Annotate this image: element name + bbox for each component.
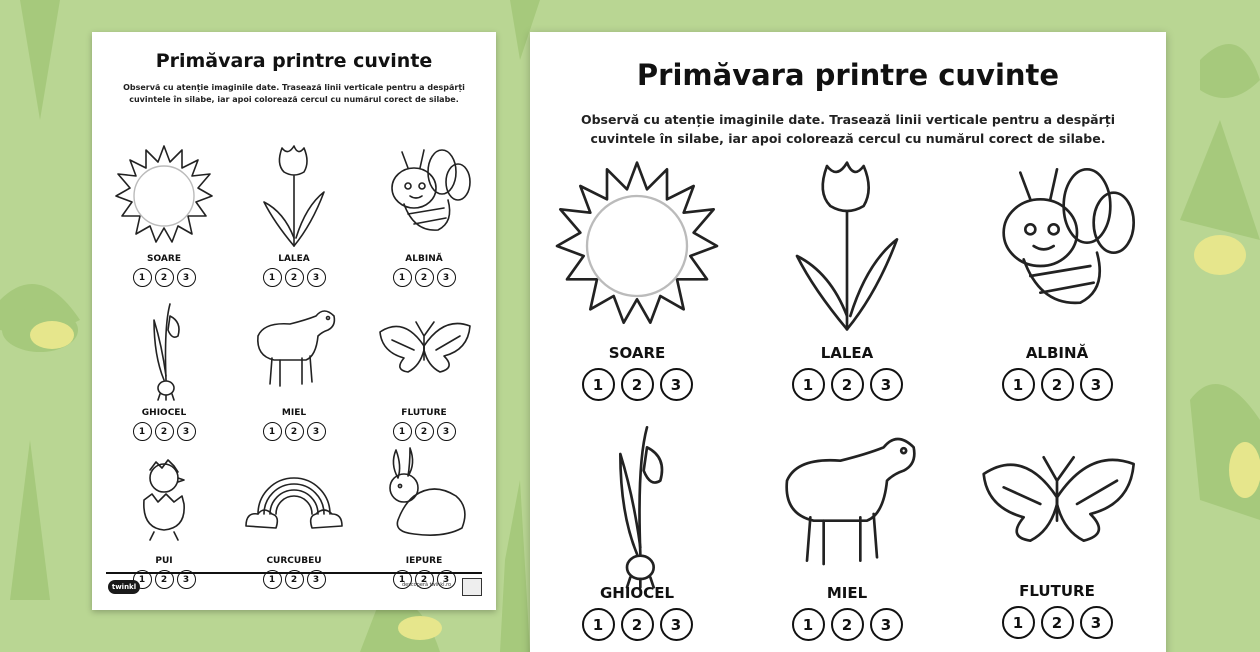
instructions: Observă cu atenție imaginile date. Trasează linii verticale pentru a despărți cuvintele în silabe, iar apoi colorează cercul cu numărul corect de silabe.	[123, 83, 465, 104]
word-label: GHIOCEL	[141, 408, 187, 418]
item-lalea	[752, 156, 942, 406]
syllable-circle-2[interactable]: 2	[285, 422, 304, 441]
rainbow-icon	[244, 444, 344, 549]
item-ghiocel	[104, 296, 224, 446]
syllable-circle-2[interactable]: 2	[155, 422, 174, 441]
sun-icon	[552, 156, 722, 331]
syllable-circle-2[interactable]: 2	[831, 368, 864, 401]
syllable-circle-3[interactable]: 3	[177, 268, 196, 287]
badge-icon	[462, 578, 482, 596]
syllable-circle-3[interactable]: 3	[177, 422, 196, 441]
syllable-circle-3[interactable]: 3	[307, 268, 326, 287]
syllable-circle-3[interactable]: 3	[870, 608, 903, 641]
bee-icon	[972, 156, 1142, 331]
item-soare	[104, 142, 224, 292]
snowdrop-icon	[114, 296, 214, 401]
item-albina	[364, 142, 484, 292]
word-label: SOARE	[147, 254, 181, 264]
syllable-circle-3[interactable]: 3	[437, 570, 456, 589]
footer-site: descoperă twinkl.ro	[402, 582, 452, 588]
syllable-circle-1[interactable]: 1	[792, 608, 825, 641]
syllable-circle-2[interactable]: 2	[285, 570, 304, 589]
syllable-circle-2[interactable]: 2	[155, 268, 174, 287]
syllable-options	[542, 368, 732, 401]
item-miel	[234, 296, 354, 446]
syllable-options	[962, 368, 1152, 401]
rabbit-icon	[374, 444, 474, 549]
butterfly-icon	[972, 414, 1142, 589]
syllable-circle-2[interactable]: 2	[1041, 368, 1074, 401]
syllable-circle-2[interactable]: 2	[155, 570, 174, 589]
syllable-options	[234, 422, 354, 441]
syllable-circle-1[interactable]: 1	[792, 368, 825, 401]
syllable-circle-2[interactable]: 2	[285, 268, 304, 287]
word-label: PUI	[155, 556, 173, 566]
syllable-options	[104, 268, 224, 287]
syllable-circle-1[interactable]: 1	[263, 268, 282, 287]
tulip-icon	[244, 142, 344, 247]
syllable-circle-2[interactable]: 2	[415, 268, 434, 287]
syllable-circle-1[interactable]: 1	[393, 570, 412, 589]
syllable-options	[234, 268, 354, 287]
syllable-circle-1[interactable]: 1	[393, 268, 412, 287]
worksheet-zoomed	[530, 32, 1166, 652]
syllable-circle-2[interactable]: 2	[415, 422, 434, 441]
syllable-circle-1[interactable]: 1	[1002, 606, 1035, 639]
syllable-circle-3[interactable]: 3	[307, 422, 326, 441]
sun-icon	[114, 142, 214, 247]
word-label: LALEA	[820, 344, 874, 362]
syllable-circle-2[interactable]: 2	[621, 368, 654, 401]
butterfly-icon	[374, 296, 474, 401]
bee-icon	[374, 142, 474, 247]
word-label: SOARE	[608, 344, 666, 362]
word-label: FLUTURE	[1019, 582, 1095, 600]
item-albina	[962, 156, 1152, 406]
word-label: CURCUBEU	[266, 556, 322, 566]
item-miel	[752, 414, 942, 652]
word-label: ALBINĂ	[1025, 344, 1089, 362]
syllable-circle-1[interactable]: 1	[582, 368, 615, 401]
syllable-circle-1[interactable]: 1	[133, 570, 152, 589]
word-label: GHIOCEL	[599, 584, 674, 602]
item-fluture	[962, 414, 1152, 652]
syllable-circle-2[interactable]: 2	[1041, 606, 1074, 639]
syllable-circle-1[interactable]: 1	[263, 570, 282, 589]
syllable-circle-1[interactable]: 1	[582, 608, 615, 641]
instructions: Observă cu atenție imaginile date. Trasează linii verticale pentru a despărți cuvintele în silabe, iar apoi colorează cercul cu numărul corect de silabe.	[580, 112, 1116, 146]
syllable-circle-1[interactable]: 1	[393, 422, 412, 441]
syllable-circle-1[interactable]: 1	[133, 422, 152, 441]
syllable-circle-3[interactable]: 3	[307, 570, 326, 589]
footer-divider	[106, 572, 482, 574]
syllable-circle-3[interactable]: 3	[177, 570, 196, 589]
item-ghiocel	[542, 414, 732, 652]
syllable-circle-1[interactable]: 1	[133, 268, 152, 287]
item-lalea	[234, 142, 354, 292]
syllable-circle-3[interactable]: 3	[660, 608, 693, 641]
syllable-circle-2[interactable]: 2	[621, 608, 654, 641]
worksheet-thumbnail	[92, 32, 496, 610]
syllable-options	[542, 608, 732, 641]
snowdrop-icon	[552, 414, 722, 589]
page-title: Primăvara printre cuvinte	[636, 58, 1060, 92]
twinkl-logo: twinkl	[108, 580, 140, 594]
syllable-circle-1[interactable]: 1	[263, 422, 282, 441]
syllable-circle-2[interactable]: 2	[415, 570, 434, 589]
tulip-icon	[762, 156, 932, 331]
syllable-options	[962, 606, 1152, 639]
syllable-circle-2[interactable]: 2	[831, 608, 864, 641]
lamb-icon	[244, 296, 344, 401]
item-soare	[542, 156, 732, 406]
word-label: FLUTURE	[401, 408, 447, 418]
syllable-circle-3[interactable]: 3	[1080, 606, 1113, 639]
item-fluture	[364, 296, 484, 446]
syllable-circle-3[interactable]: 3	[437, 268, 456, 287]
syllable-circle-3[interactable]: 3	[1080, 368, 1113, 401]
syllable-options	[104, 422, 224, 441]
word-label: MIEL	[826, 584, 868, 602]
word-label: ALBINĂ	[405, 254, 443, 264]
syllable-circle-1[interactable]: 1	[1002, 368, 1035, 401]
page-title: Primăvara printre cuvinte	[155, 50, 433, 72]
lamb-icon	[762, 414, 932, 589]
syllable-options	[364, 268, 484, 287]
syllable-circle-3[interactable]: 3	[437, 422, 456, 441]
syllable-circle-3[interactable]: 3	[660, 368, 693, 401]
syllable-circle-3[interactable]: 3	[870, 368, 903, 401]
chick-icon	[114, 444, 214, 549]
syllable-options	[752, 608, 942, 641]
syllable-options	[364, 422, 484, 441]
word-label: MIEL	[281, 408, 307, 418]
word-label: LALEA	[278, 254, 310, 264]
syllable-options	[752, 368, 942, 401]
word-label: IEPURE	[405, 556, 443, 566]
